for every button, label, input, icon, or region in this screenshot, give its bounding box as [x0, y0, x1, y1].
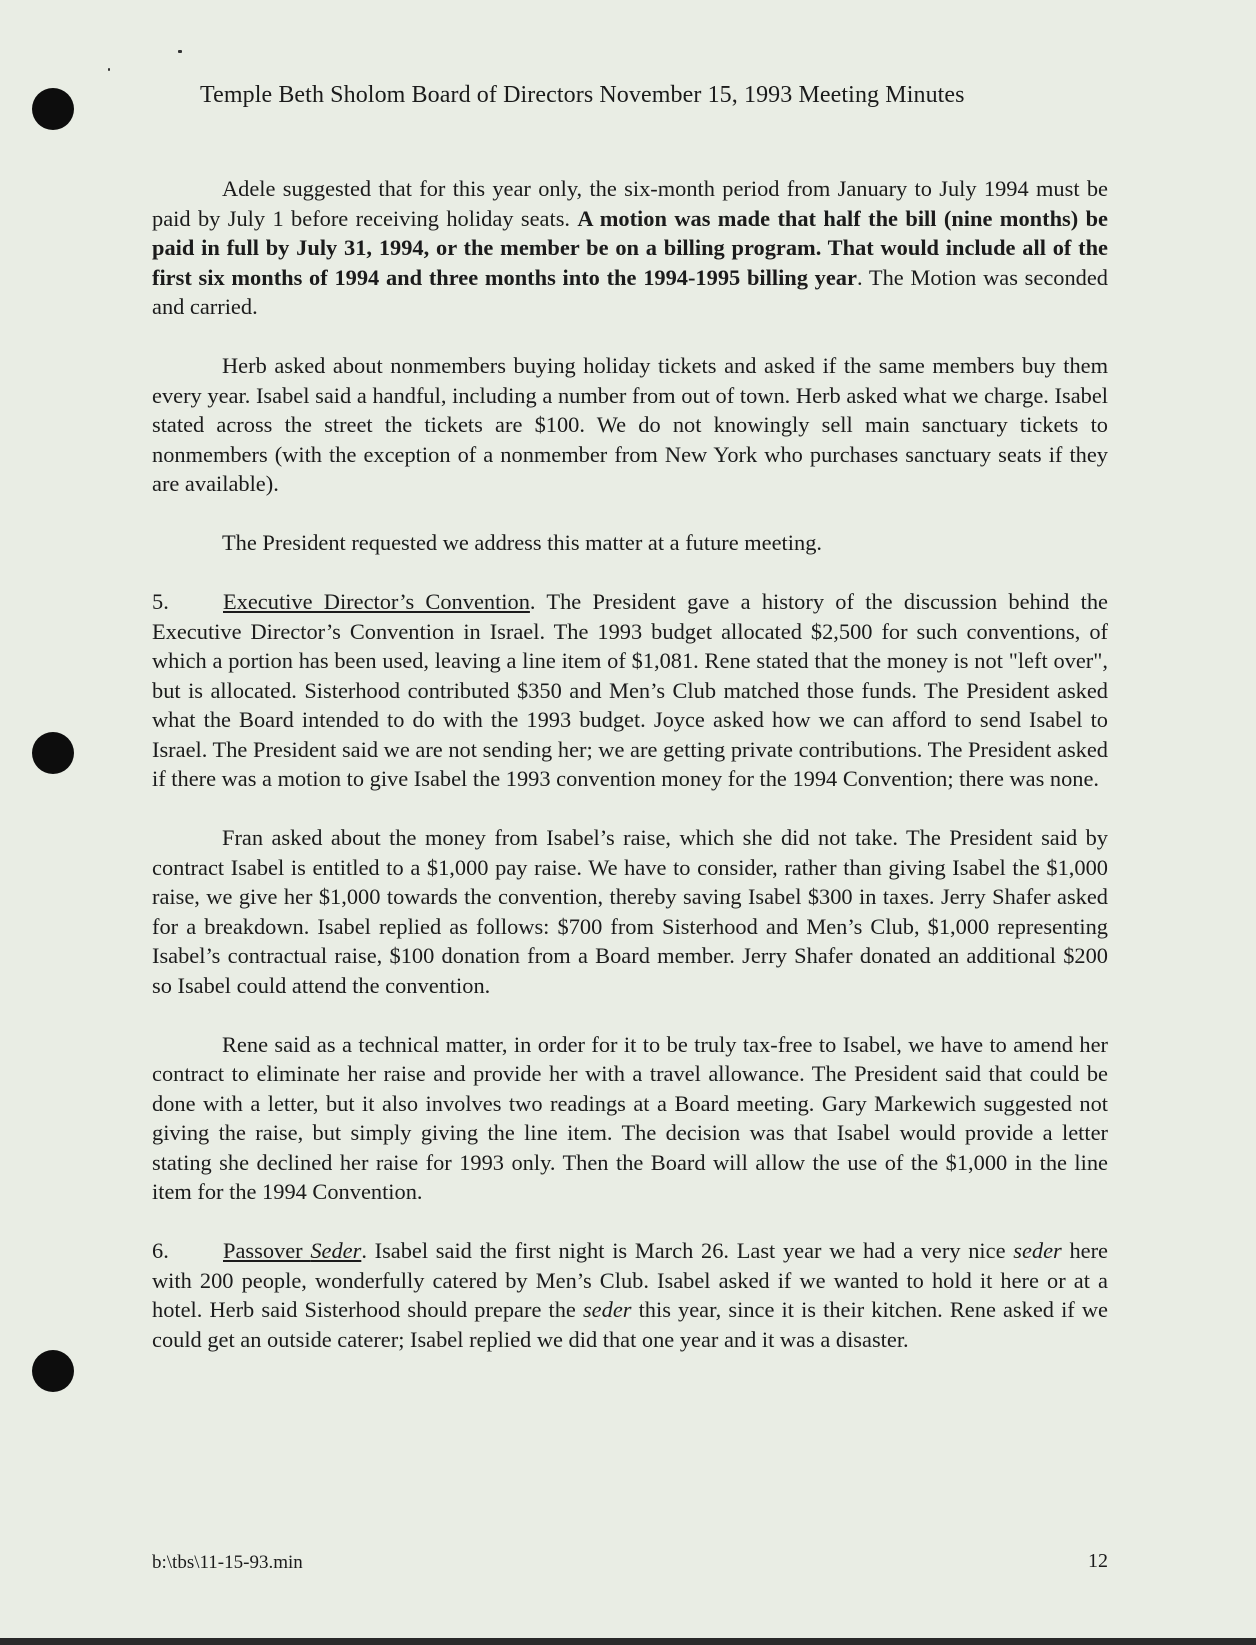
paragraph-nonmember-tickets: Herb asked about nonmembers buying holiday tickets and asked if the same members buy them every year. Isabel said a handful, including a number from out of town. Herb asked what we charge. Isabel stated across the street the tickets are $100. We do not knowingly sell main sanctuary tickets to nonmembers (with the exception of a nonmember from New York who purchases sanctuary seats if they are available). — [152, 353, 1108, 496]
italic-term: seder — [582, 1297, 632, 1322]
page-number: 12 — [1088, 1550, 1108, 1572]
section-executive-director-convention — [152, 587, 1108, 794]
punch-hole-bottom — [32, 1350, 74, 1392]
punch-hole-top — [32, 88, 74, 130]
paragraph-text: . The Motion was seconded and carried. — [152, 264, 1108, 319]
paragraph-tax-free: Rene said as a technical matter, in order for it to be truly tax-free to Isabel, we have to amend her contract to eliminate her raise and provide her with a travel allowance. The President said that could be done with a letter, but it also involves two readings at a Board meeting. Gary Markewich suggested not giving the raise, but simply giving the line item. The decision was that Isabel would provide a letter stating she declined her raise for 1993 only. Then the Board will allow the use of the $1,000 in the line item for the 1994 Convention. — [152, 1031, 1108, 1204]
paragraph-text: Adele suggested that for this year only, the six-month period from January to July 1994 must be paid by July 1 before receiving holiday seats. — [152, 176, 1108, 231]
speck-mark — [178, 50, 182, 53]
section-heading-text: Passover — [223, 1238, 311, 1263]
paragraph-raise: Fran asked about the money from Isabel’s raise, which she did not take. The President said by contract Isabel is entitled to a $1,000 pay raise. We have to consider, rather than giving Isabel the $1,000 raise, we give her $1,000 towards the convention, thereby saving Isabel $300 in taxes. Jerry Shafer asked for a breakdown. Isabel replied as follows: $700 from Sisterhood and Men’s Club, $1,000 representing Isabel’s contractual raise, $100 donation from a Board member. Jerry Shafer donated an additional $200 so Isabel could attend the convention. — [152, 825, 1108, 998]
minutes-body — [152, 174, 1108, 1384]
section-number: 5. — [152, 589, 169, 614]
section-heading: Executive Director’s Convention — [223, 589, 530, 614]
paragraph-text: here with 200 people, wonderfully catered by Men’s Club. Isabel asked if we wanted to hold it here or at a hotel. Herb said Sisterhood should prepare the — [152, 1238, 1108, 1322]
section-heading-italic: Seder — [310, 1238, 362, 1263]
footer-file-path: b:\tbs\11-15-93.min — [152, 1552, 303, 1573]
paragraph-holiday-seats — [152, 174, 1108, 322]
section-passover-seder — [152, 1236, 1108, 1354]
speck-mark — [108, 68, 110, 71]
paragraph-text: . Isabel said the first night is March 26. Last year we had a very nice — [361, 1238, 1014, 1263]
italic-term: seder — [1013, 1238, 1062, 1263]
paragraph-text: this year, since it is their kitchen. Rene asked if we could get an outside caterer; Isabel replied we did that one year and it was a disaster. — [152, 1297, 1108, 1352]
motion-text: A motion was made that half the bill (nine months) be paid in full by July 31, 1994, or the member be on a billing program. That would include all of the first six months of 1994 and three months into the 1994-1995 billing year — [152, 205, 1108, 290]
punch-hole-middle — [32, 732, 74, 774]
paragraph-text: . The President gave a history of the discussion behind the Executive Director’s Convention in Israel. The 1993 budget allocated $2,500 for such conventions, of which a portion has been used, leaving a line item of $1,081. Rene stated that the money is not "left over", but is allocated. Sisterhood contributed $350 and Men’s Club matched those funds. The President asked what the Board intended to do with the 1993 budget. Joyce asked how we can afford to send Isabel to Israel. The President said we are not sending her; we are getting private contributions. The President asked if there was a motion to give Isabel the 1993 convention money for the 1994 Convention; there was none. — [152, 589, 1108, 791]
section-number: 6. — [152, 1238, 169, 1263]
paragraph-future-meeting: The President requested we address this matter at a future meeting. — [222, 530, 822, 555]
page-title: Temple Beth Sholom Board of Directors November 15, 1993 Meeting Minutes — [200, 82, 965, 108]
section-heading — [223, 1238, 361, 1263]
